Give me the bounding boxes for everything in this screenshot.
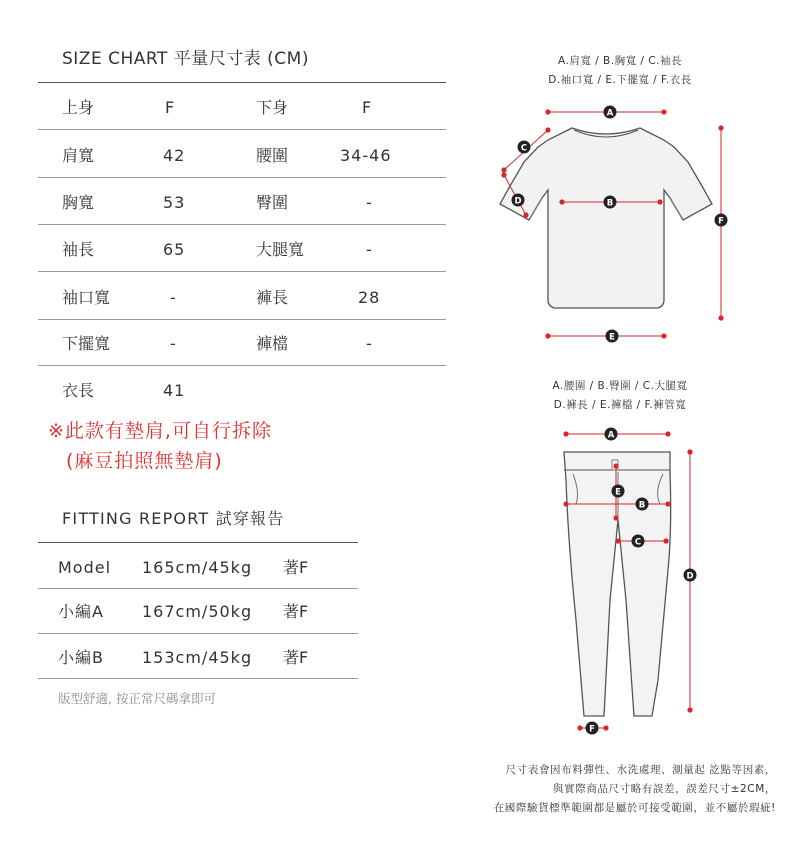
- row-label: 袖口寬: [62, 288, 111, 307]
- title-rule: [38, 82, 446, 83]
- row-value: 41: [163, 381, 186, 400]
- row-value: 34-46: [340, 146, 392, 165]
- disclaimer-line1: 尺寸表會因布料彈性、水洗處理、測量起 訖點等因素，: [505, 764, 776, 776]
- svg-text:F: F: [589, 724, 595, 735]
- fitting-title-rule: [38, 542, 358, 543]
- row-label: 上身: [62, 98, 95, 117]
- measure-a: [545, 106, 666, 119]
- row-divider: [38, 633, 358, 634]
- fitting-measure: 165cm/45kg: [142, 558, 253, 577]
- fitting-report-title: FITTING REPORT 試穿報告: [62, 509, 285, 528]
- bottom-legend-line2: D.褲長 / E.褲檔 / F.褲管寬: [553, 399, 687, 411]
- row-label: 腰圍: [256, 146, 289, 165]
- row-divider: [38, 224, 446, 225]
- marker-b: B: [606, 198, 614, 209]
- marker-e: E: [609, 332, 615, 343]
- row-divider: [38, 271, 446, 272]
- row-label: 胸寬: [62, 193, 95, 212]
- fitting-size: 著F: [283, 602, 309, 621]
- row-divider: [38, 588, 358, 589]
- row-label: 下擺寬: [62, 334, 111, 353]
- measure-f: [715, 125, 728, 320]
- svg-text:A: A: [607, 430, 615, 441]
- row-value: -: [366, 334, 372, 353]
- svg-text:D: D: [686, 571, 694, 582]
- svg-text:C: C: [634, 537, 642, 548]
- pants-diagram: [540, 420, 710, 750]
- row-label: 袖長: [62, 240, 95, 259]
- tshirt-diagram: [490, 100, 750, 350]
- marker-d: D: [514, 196, 522, 207]
- marker-f: F: [718, 216, 724, 227]
- fitting-name: 小編B: [58, 648, 104, 667]
- row-value: 28: [358, 288, 381, 307]
- bottom-legend-line1: A.腰圍 / B.臀圍 / C.大腿寬: [552, 380, 688, 392]
- svg-text:E: E: [615, 487, 621, 498]
- row-value: 42: [163, 146, 186, 165]
- row-label: 下身: [256, 98, 289, 117]
- marker-a: A: [606, 108, 614, 119]
- row-value: -: [366, 240, 372, 259]
- row-value: F: [165, 98, 175, 117]
- top-legend-line1: A.肩寬 / B.胸寬 / C.袖長: [558, 55, 682, 67]
- fitting-measure: 167cm/50kg: [142, 602, 253, 621]
- fitting-size: 著F: [283, 648, 309, 667]
- disclaimer-line2: 與實際商品尺寸略有誤差，誤差尺寸±2CM，: [553, 783, 776, 795]
- model-note: (麻豆拍照無墊肩): [66, 450, 223, 472]
- row-divider: [38, 365, 446, 366]
- top-legend-line2: D.袖口寬 / E.下擺寬 / F.衣長: [548, 74, 692, 86]
- row-value: -: [366, 193, 372, 212]
- shoulder-pad-note: ※此款有墊肩,可自行拆除: [48, 420, 272, 442]
- size-chart-title: SIZE CHART 平量尺寸表 (CM): [62, 49, 309, 69]
- row-divider: [38, 319, 446, 320]
- row-label: 褲檔: [256, 334, 289, 353]
- fitting-measure: 153cm/45kg: [142, 648, 253, 667]
- row-value: -: [170, 288, 176, 307]
- row-label: 大腿寬: [256, 240, 305, 259]
- row-value: 65: [163, 240, 186, 259]
- marker-c: C: [520, 143, 528, 154]
- fitting-note: 版型舒適, 按正常尺碼拿即可: [58, 691, 216, 706]
- disclaimer-line3: 在國際驗貨標準範圍都是屬於可接受範圍，並不屬於瑕疵!: [493, 802, 776, 814]
- fitting-name: 小編A: [58, 602, 104, 621]
- row-label: 衣長: [62, 381, 95, 400]
- row-value: -: [170, 334, 176, 353]
- row-value: F: [362, 98, 372, 117]
- row-label: 褲長: [256, 288, 289, 307]
- measure-e: [545, 330, 666, 343]
- fitting-name: Model: [58, 558, 112, 577]
- row-divider: [38, 678, 358, 679]
- svg-text:B: B: [638, 500, 646, 511]
- row-divider: [38, 129, 446, 130]
- row-value: 53: [163, 193, 186, 212]
- row-divider: [38, 177, 446, 178]
- row-label: 臀圍: [256, 193, 289, 212]
- row-label: 肩寬: [62, 146, 95, 165]
- fitting-size: 著F: [283, 558, 309, 577]
